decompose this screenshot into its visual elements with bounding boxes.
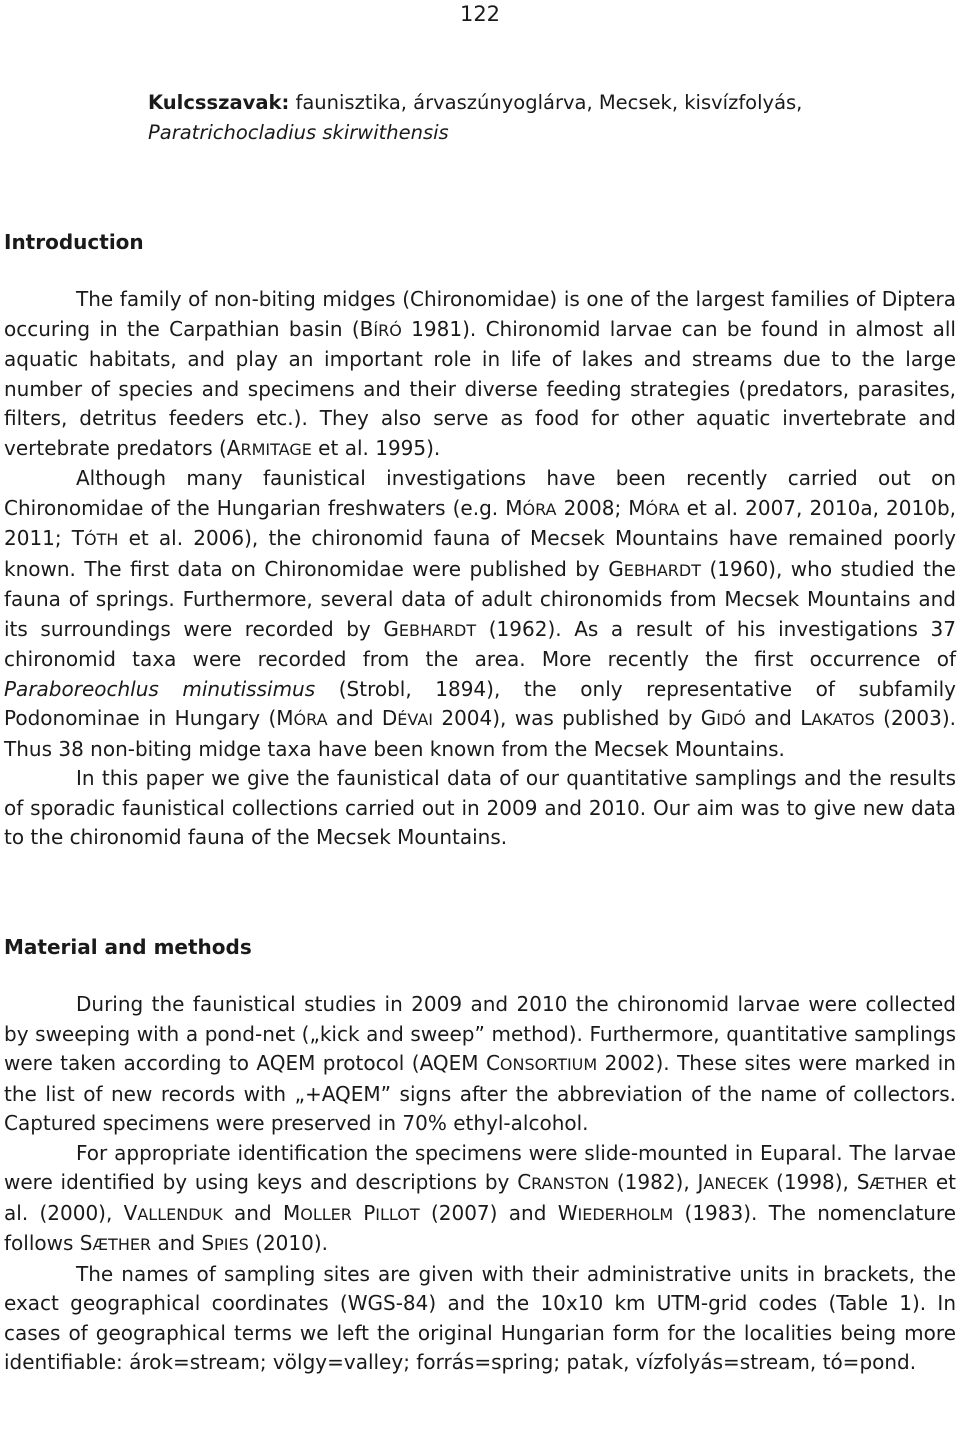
methods-paragraph-1: During the faunistical studies in 2009 and 2010 the chironomid larvae were collected by sweeping with a pond-net („kick and sweep” method). Furthermore, quantitative samplings were taken according to AQEM protocol (AQEM CONSORTIUM 2002). These sites were marked in the list of new records with „+AQEM” signs after the abbreviation of the name of collectors. Captured specimens were preserved in 70% ethyl-alcohol. [4, 992, 956, 1135]
introduction-heading: Introduction [4, 230, 144, 254]
methods-heading: Material and methods [4, 935, 252, 959]
page-number: 122 [459, 2, 501, 26]
keywords-block [148, 88, 954, 147]
keywords-species: Paratrichocladius skirwithensis [148, 120, 449, 144]
introduction-paragraph-1: The family of non-biting midges (Chironomidae) is one of the largest families of Diptera occuring in the Carpathian basin (BÍRÓ 1981). Chironomid larvae can be found in almost all aquatic habitats, and play an important role in life of lakes and streams due to the large number of species and specimens and their diverse feeding strategies (predators, parasites, filters, detritus feeders etc.). They also serve as food for other aquatic invertebrate and vertebrate predators (ARMITAGE et al. 1995). [4, 287, 956, 460]
introduction-body [4, 285, 956, 853]
introduction-paragraph-3: In this paper we give the faunistical data of our quantitative samplings and the results of sporadic faunistical collections carried out in 2009 and 2010. Our aim was to give new data to the chironomid fauna of the Mecsek Mountains. [4, 766, 956, 849]
methods-body [4, 990, 956, 1378]
introduction-paragraph-2: Although many faunistical investigations have been recently carried out on Chironomidae of the Hungarian freshwaters (e.g. MÓRA 2008; MÓRA et al. 2007, 2010a, 2010b, 2011; TÓTH et al. 2006), the chironomid fauna of Mecsek Mountains have remained poorly known. The first data on Chironomidae were published by GEBHARDT (1960), who studied the fauna of springs. Furthermore, several data of adult chironomids from Mecsek Mountains and its surroundings were recorded by GEBHARDT (1962). As a result of his investigations 37 chironomid taxa were recorded from the area. More recently the first occurrence of Paraboreochlus minutissimus (Strobl, 1894), the only representative of subfamily Podonominae in Hungary (MÓRA and DÉVAI 2004), was published by GIDÓ and LAKATOS (2003). Thus 38 non-biting midge taxa have been known from the Mecsek Mountains. [4, 466, 957, 761]
keywords-label: Kulcsszavak: [148, 91, 290, 114]
keywords-terms: faunisztika, árvaszúnyoglárva, Mecsek, kisvízfolyás, [295, 91, 803, 114]
methods-paragraph-3: The names of sampling sites are given with their administrative units in brackets, the exact geographical coordinates (WGS-84) and the 10x10 km UTM-grid codes (Table 1). In cases of geographical terms we left the original Hungarian form for the localities being more identifiable: árok=stream; völgy=valley; forrás=spring; patak, vízfolyás=stream, tó=pond. [4, 1261, 956, 1374]
methods-paragraph-2: For appropriate identification the specimens were slide-mounted in Euparal. The larvae were identified by using keys and descriptions by CRANSTON (1982), JANECEK (1998), SÆTHER et al. (2000), VALLENDUK and MOLLER PILLOT (2007) and WIEDERHOLM (1983). The nomenclature follows SÆTHER and SPIES (2010). [4, 1140, 956, 1255]
